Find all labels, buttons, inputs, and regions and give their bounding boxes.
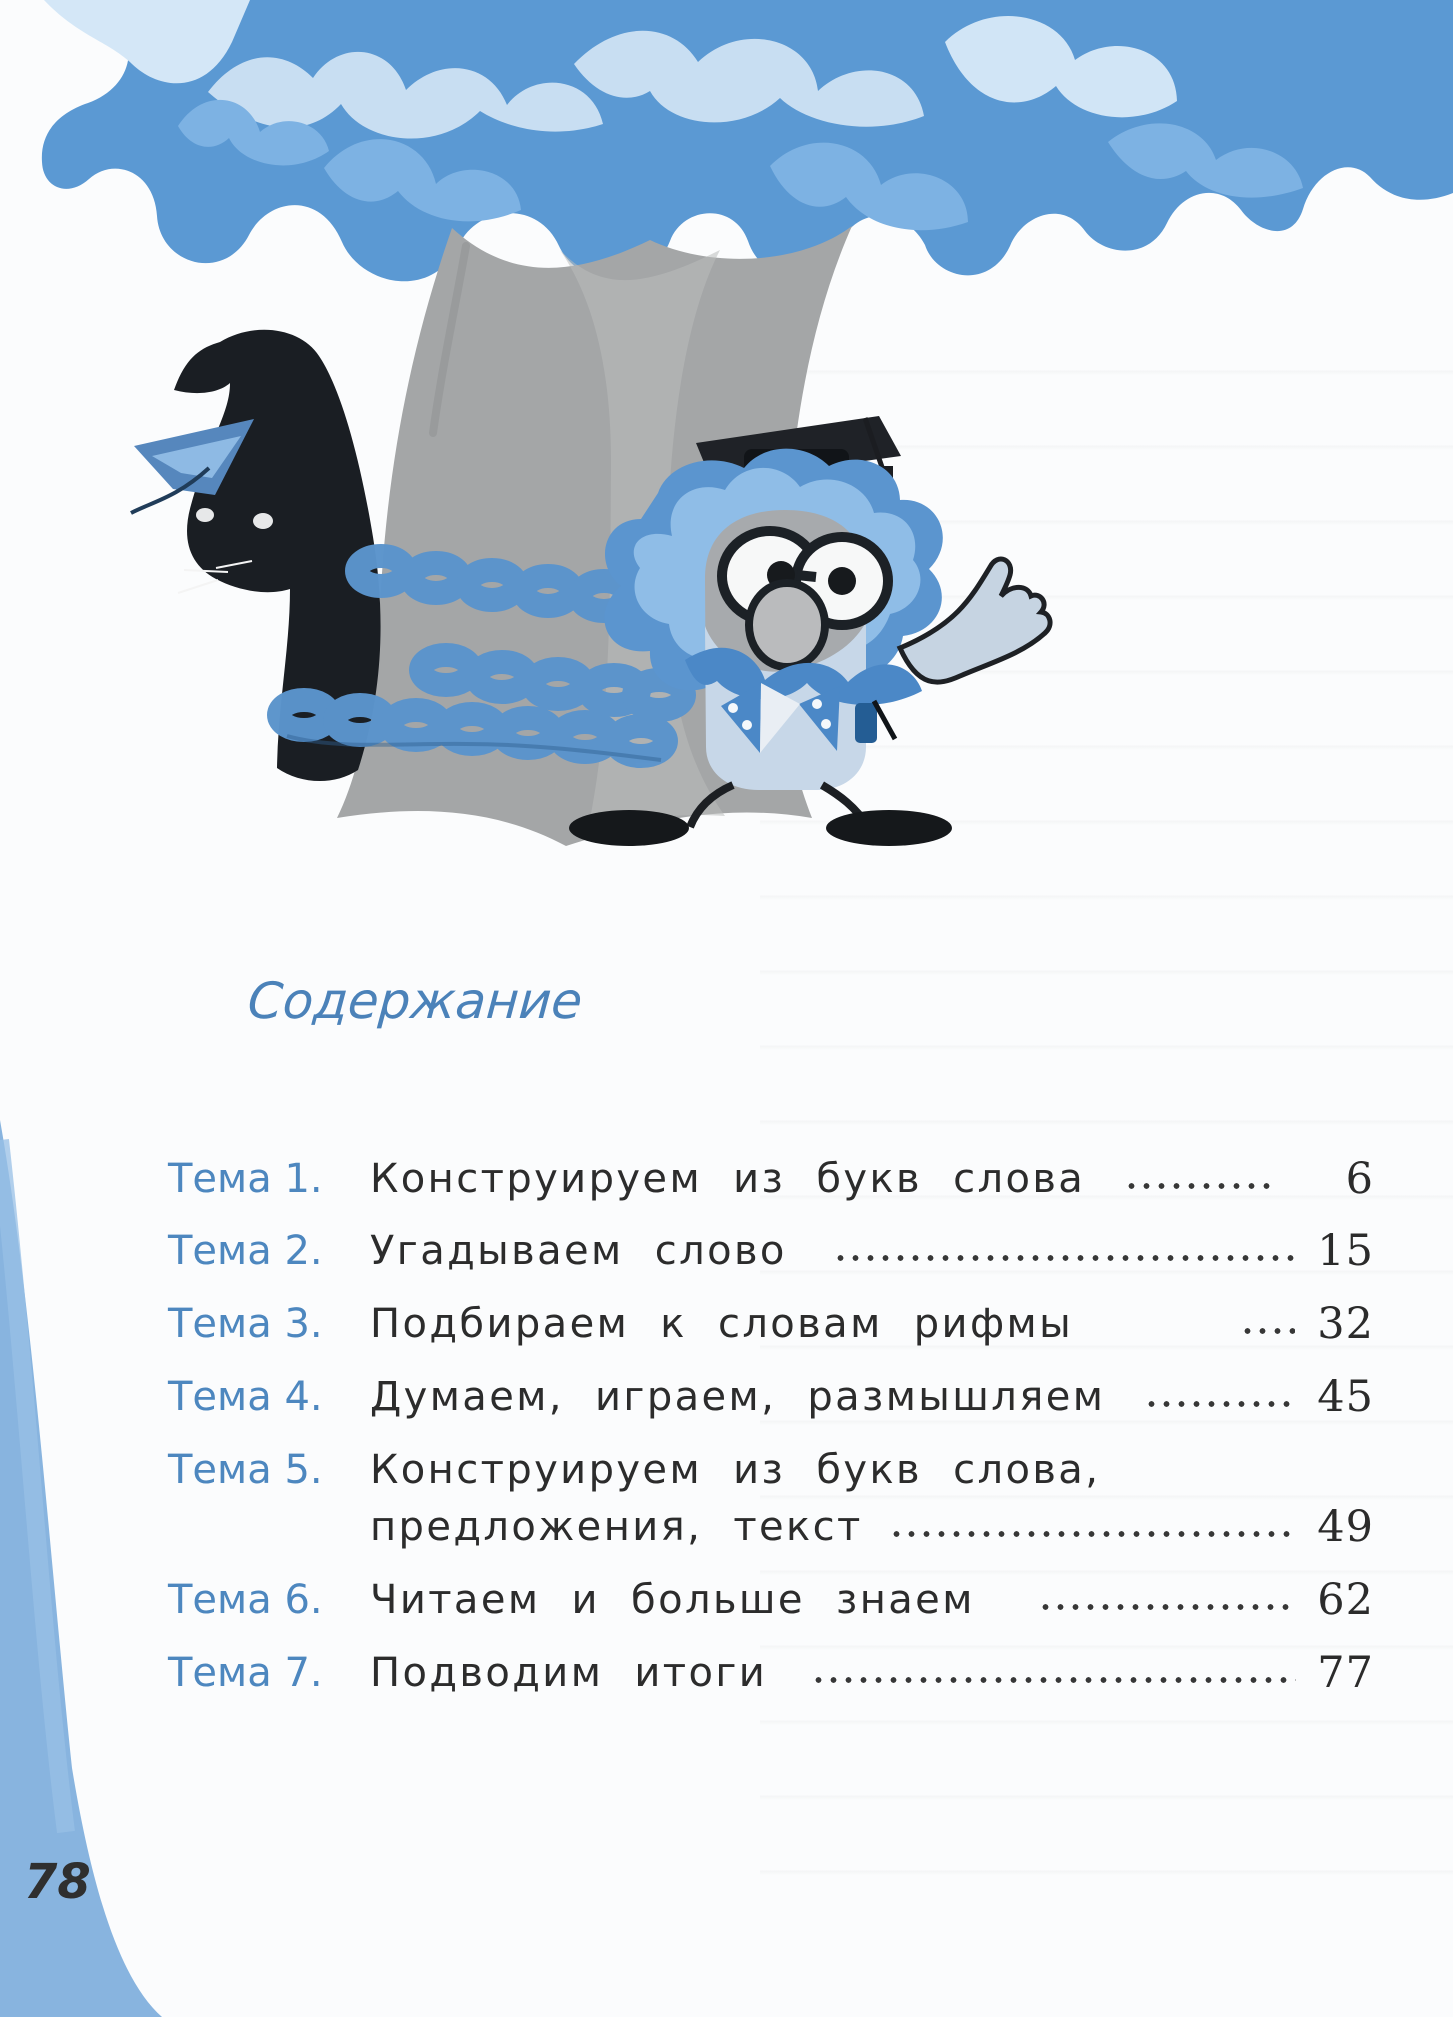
page-reference: 62 bbox=[1317, 1575, 1374, 1625]
page-reference: 77 bbox=[1317, 1648, 1374, 1698]
dot-leader bbox=[1144, 1400, 1296, 1408]
table-of-contents bbox=[168, 1150, 1374, 1710]
page-number: 78 bbox=[24, 1854, 91, 1910]
dot-leader bbox=[833, 1254, 1296, 1262]
toc-entry-first-line bbox=[168, 1441, 1374, 1499]
topic-number: Тема 4. bbox=[168, 1374, 323, 1420]
topic-number: Тема 2. bbox=[168, 1228, 323, 1274]
toc-entry bbox=[168, 1368, 1374, 1426]
topic-number: Тема 6. bbox=[168, 1577, 323, 1623]
topic-title: Подбираем к словам рифмы bbox=[370, 1301, 1074, 1347]
topic-number: Тема 1. bbox=[168, 1156, 323, 1202]
topic-title: Подводим итоги bbox=[370, 1650, 768, 1696]
topic-title: Угадываем слово bbox=[370, 1228, 787, 1274]
topic-title: Конструируем из букв слова, bbox=[370, 1447, 1101, 1493]
topic-number: Тема 5. bbox=[168, 1447, 323, 1493]
toc-entry bbox=[168, 1644, 1374, 1702]
toc-entry bbox=[168, 1571, 1374, 1629]
dot-leader bbox=[1240, 1327, 1295, 1335]
page-reference: 15 bbox=[1317, 1226, 1374, 1276]
topic-number: Тема 3. bbox=[168, 1301, 323, 1347]
toc-entry bbox=[168, 1295, 1374, 1353]
topic-title: Конструируем из букв слова bbox=[370, 1156, 1086, 1202]
topic-number: Тема 7. bbox=[168, 1650, 323, 1696]
table-of-contents-title: Содержание bbox=[245, 972, 585, 1030]
page-reference: 32 bbox=[1317, 1299, 1374, 1349]
dot-leader bbox=[811, 1676, 1296, 1684]
page-reference: 49 bbox=[1317, 1502, 1374, 1552]
dot-leader bbox=[889, 1530, 1296, 1538]
dot-leader bbox=[1124, 1182, 1274, 1190]
topic-title: Читаем и больше знаем bbox=[370, 1577, 975, 1623]
page-reference: 45 bbox=[1317, 1372, 1374, 1422]
toc-entry-continuation bbox=[168, 1498, 1374, 1556]
dot-leader bbox=[1038, 1603, 1296, 1611]
toc-entry bbox=[168, 1222, 1374, 1280]
topic-title-continuation: предложения, текст bbox=[370, 1504, 863, 1550]
toc-entry bbox=[168, 1150, 1374, 1208]
topic-title: Думаем, играем, размышляем bbox=[370, 1374, 1106, 1420]
page-reference: 6 bbox=[1345, 1154, 1374, 1204]
